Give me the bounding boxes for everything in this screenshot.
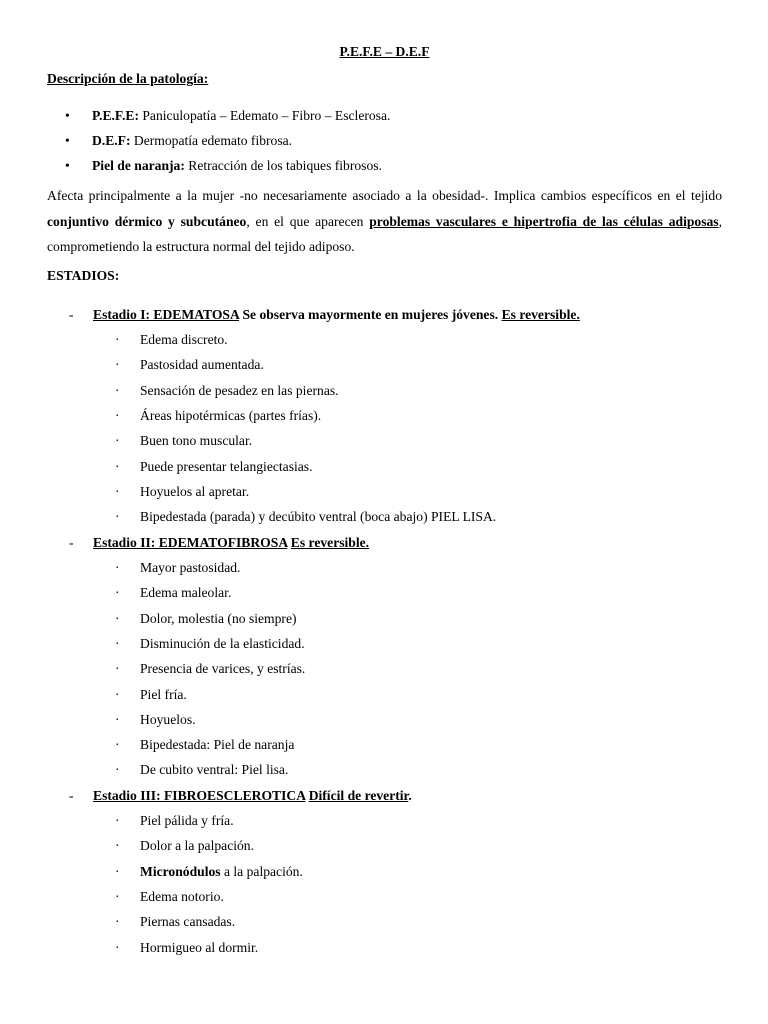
stage-item-text: Edema discreto. [140,332,228,347]
stage-tail: . [408,788,412,803]
stage-item-text: Presencia de varices, y estrías. [140,661,306,677]
item-glyph: · [115,585,120,601]
item-glyph: · [115,635,120,651]
stage-item-text: Bipedestada (parada) y decúbito ventral (boca abajo) PIEL LISA. [140,509,497,525]
stage-item-text: Piel fría. [140,686,187,702]
stage-item-text: Sensación de pesadez en las piernas. [140,382,339,398]
stage-item-text: Hoyuelos. [140,711,196,727]
bullet-glyph: • [65,158,70,173]
stage-item-text [140,863,303,881]
stage-item-text: Dolor a la palpación. [140,838,254,854]
stage-name: Estadio I: EDEMATOSA [93,307,240,322]
item-glyph: · [115,813,120,828]
item-glyph: · [115,661,120,677]
estadios-heading: ESTADIOS: [47,268,120,283]
description-heading: Descripción de la patología: [47,71,209,86]
item-glyph: · [115,407,120,423]
stage-reversibility: Es reversible. [290,535,370,550]
item-glyph: · [115,458,120,474]
bullet-glyph: • [65,133,70,148]
stage-item-bold: Micronódulos [140,863,221,879]
stage-reversibility: Es reversible. [501,307,580,322]
bullet-term: P.E.F.E: [92,108,139,123]
item-glyph: · [115,863,120,879]
stage-item-text: Hormigueo al dormir. [140,939,259,955]
paragraph-bold: conjuntivo dérmico y subcutáneo [47,213,247,229]
item-glyph: · [115,888,120,904]
stage-item-text: Dolor, molestia (no siempre) [140,610,297,626]
stage-name: Estadio II: EDEMATOFIBROSA [93,535,288,550]
dash-glyph: - [69,788,74,803]
stage-item-text: Disminución de la elasticidad. [140,635,305,651]
bullet-text: Dermopatía edemato fibrosa. [130,133,293,148]
bullet-text: Paniculopatía – Edemato – Fibro – Esclerosa. [138,108,391,123]
stage-name: Estadio III: FIBROESCLEROTICA [93,788,306,803]
item-glyph: · [115,483,120,499]
bullet-term: D.E.F: [92,133,131,148]
paragraph-text: , en el que aparecen [246,213,370,229]
item-glyph: · [115,711,120,727]
bullet-term: Piel de naranja: [92,158,185,173]
item-glyph: · [115,332,120,347]
item-glyph: · [115,686,120,702]
stage-item-text: Edema maleolar. [140,585,232,601]
item-glyph: · [115,509,120,525]
stage-item-text: Edema notorio. [140,888,224,904]
stage-item-text: Pastosidad aumentada. [140,357,264,373]
stage-item-text: Piernas cansadas. [140,914,236,930]
stage-item-text: Bipedestada: Piel de naranja [140,737,295,753]
stage-note: Se observa mayormente en mujeres jóvenes. [242,307,502,322]
bullet-glyph: • [65,108,70,123]
stage-item-text: Áreas hipotérmicas (partes frías). [140,407,322,423]
stage-item-text: Hoyuelos al apretar. [140,483,250,499]
stage-reversibility: Difícil de revertir [308,788,409,803]
item-glyph: · [115,433,120,449]
item-glyph: · [115,382,120,398]
stage-item-text: Puede presentar telangiectasias. [140,458,313,474]
item-glyph: · [115,610,120,626]
item-glyph: · [115,737,120,753]
item-glyph: · [115,914,120,930]
stage-item-text: Buen tono muscular. [140,433,253,449]
item-glyph: · [115,357,120,373]
paragraph-bold-underlined: problemas vasculares e hipertrofia de las células adiposas [369,213,719,229]
stage-item-text: Piel pálida y fría. [140,813,234,828]
item-glyph: · [115,939,120,955]
paragraph-text: Afecta principalmente a la mujer -no necesariamente asociado a la obesidad-. Implica cambios específicos en el tejido [47,188,722,203]
item-glyph: · [115,838,120,854]
description-paragraph [47,183,722,260]
item-glyph: · [115,560,120,575]
stage-item-text: Mayor pastosidad. [140,560,241,575]
dash-glyph: - [69,307,74,322]
dash-glyph: - [69,535,74,550]
stage-item-rest: a la palpación. [220,863,303,879]
paragraph-text: , comprometiendo la estructura normal del tejido adiposo. [47,213,722,254]
bullet-text: Retracción de los tabiques fibrosos. [184,158,382,173]
document-title: P.E.F.E – D.E.F [339,44,430,59]
stage-item-text: De cubito ventral: Piel lisa. [140,762,289,778]
item-glyph: · [115,762,120,778]
